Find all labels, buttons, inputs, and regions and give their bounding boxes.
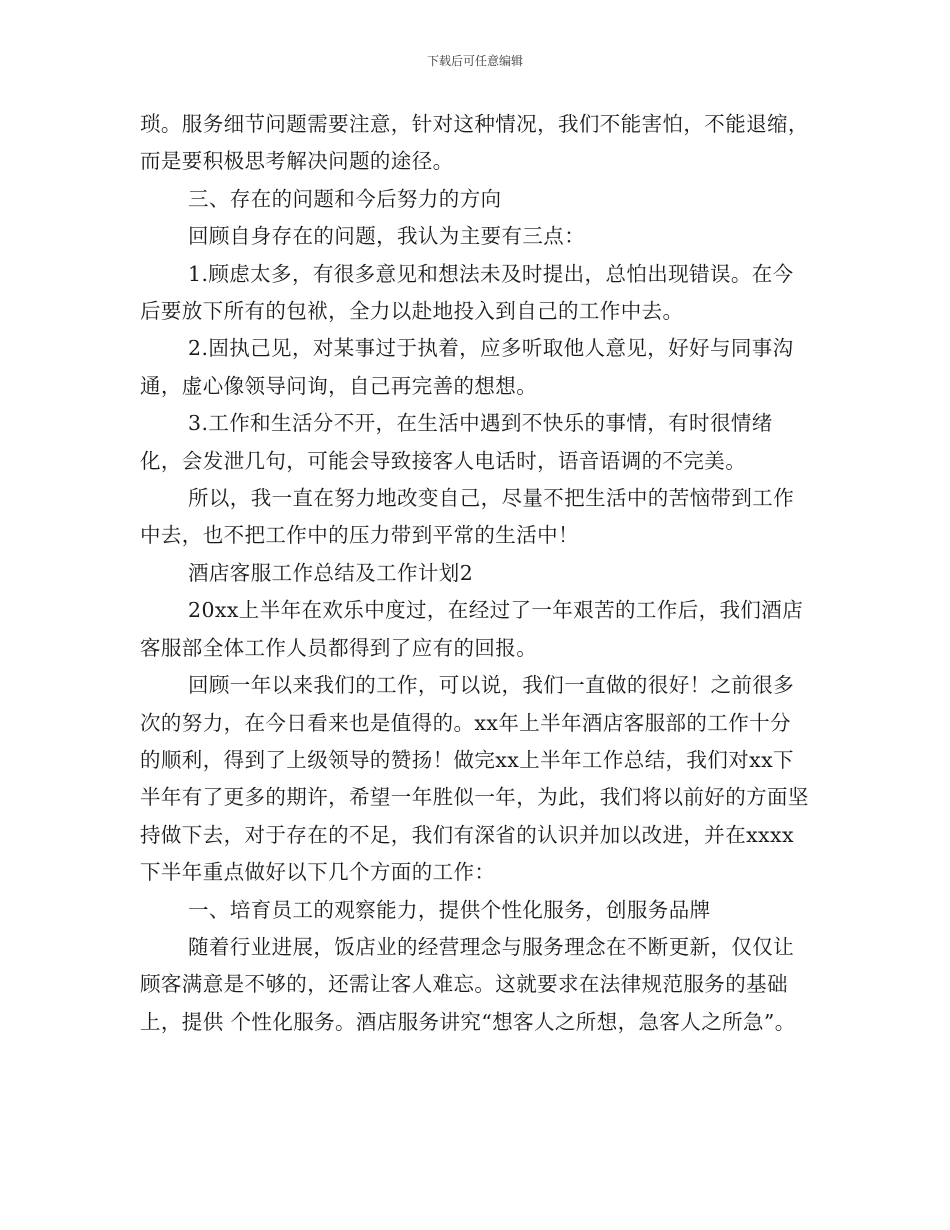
list-item-2: 2.固执己见，对某事过于执着，应多听取他人意见，好好与同事沟通，虚心像领导问询，自己再完善的想想。 (140, 336, 794, 398)
document-body (140, 106, 810, 1041)
section-heading-training: 一、培育员工的观察能力，提供个性化服务，创服务品牌 (188, 897, 711, 922)
paragraph-conclusion: 所以，我一直在努力地改变自己，尽量不把生活中的苦恼带到工作中去，也不把工作中的压力带到平常的生活中！ (140, 486, 795, 548)
paragraph-review-year: 回顾一年以来我们的工作，可以说，我们一直做的很好！之前很多次的努力，在今日看来也是值得的。xx年上半年酒店客服部的工作十分的顺利，得到了上级领导的赞扬！做完xx上半年工作总结，我们对xx下半年有了更多的期许，希望一年胜似一年，为此，我们将以前好的方面坚持做下去，对于存在的不足，我们有深省的认识并加以改进，并在xxxx下半年重点做好以下几个方面的工作： (140, 673, 809, 885)
page-header-note: 下载后可任意编辑 (426, 54, 523, 68)
paragraph-continuation: 琐。服务细节问题需要注意，针对这种情况，我们不能害怕，不能退缩，而是要积极思考解决问题的途径。 (140, 112, 809, 174)
list-item-1: 1.顾虑太多，有很多意见和想法未及时提出，总怕出现错误。在今后要放下所有的包袱，全力以赴地投入到自己的工作中去。 (140, 261, 794, 324)
paragraph-review-intro: 回顾自身存在的问题，我认为主要有三点： (188, 224, 586, 249)
paragraph-industry: 随着行业进展，饭店业的经营理念与服务理念在不断更新，仅仅让顾客满意是不够的，还需让客人难忘。这就要求在法律规范服务的基础上，提供 个性化服务。酒店服务讲究“想客人之所想，急客人之所急”。 (140, 934, 796, 1034)
paragraph-first-half: 20xx上半年在欢乐中度过，在经过了一年艰苦的工作后，我们酒店客服部全体工作人员都得到了应有的回报。 (140, 598, 804, 660)
list-item-3: 3.工作和生活分不开，在生活中遇到不快乐的事情，有时很情绪化，会发泄几句，可能会导致接客人电话时，语音语调的不完美。 (140, 411, 773, 473)
document-title-2: 酒店客服工作总结及工作计划2 (188, 560, 474, 585)
section-heading-problems: 三、存在的问题和今后努力的方向 (188, 186, 502, 211)
